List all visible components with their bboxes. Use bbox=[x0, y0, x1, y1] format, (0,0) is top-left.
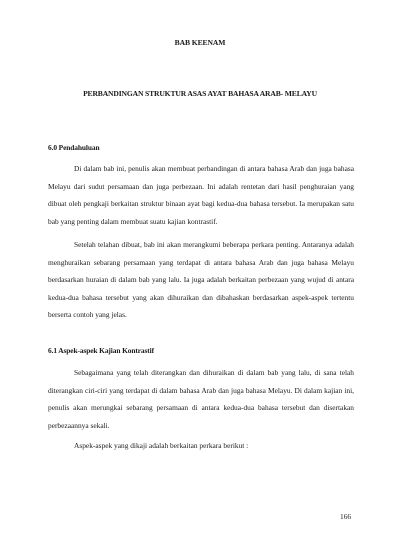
paragraph-text: Setelah telahan dibuat, bab ini akan merangkumi beberapa perkara penting. Antaranya adalah menghuraikan sebarang persamaan yang terdapat di antara bahasa Arab dan juga bahasa Melayu berdasarkan huraian di dalam bab yang lalu. Ia juga adalah berkaitan perbezaan yang wujud di antara kedua-dua bahasa tersebut yang akan dihuraikan dan dibahaskan berdasarkan aspek-aspek tertentu berserta contoh yang jelas. bbox=[48, 240, 354, 320]
page-number: 166 bbox=[340, 512, 352, 521]
paragraph bbox=[48, 364, 354, 434]
chapter-subtitle: PERBANDINGAN STRUKTUR ASAS AYAT BAHASA ARAB- MELAYU bbox=[83, 89, 317, 98]
paragraph bbox=[48, 160, 354, 230]
section-heading-aspek: 6.1 Aspek-aspek Kajian Kontrastif bbox=[48, 346, 154, 355]
paragraph-text: Aspek-aspek yang dikaji adalah berkaitan perkara berikut : bbox=[74, 441, 249, 450]
section-heading-pendahuluan: 6.0 Pendahuluan bbox=[48, 143, 100, 152]
paragraph bbox=[48, 236, 354, 324]
paragraph-text: Di dalam bab ini, penulis akan membuat perbandingan di antara bahasa Arab dan juga bahasa Melayu dari sudut persamaan dan juga perbezaan. Ini adalah rentetan dari hasil penghuraian yang dibuat oleh pengkaji berkaitan struktur binaan ayat bagi kedua-dua bahasa tersebut. Ia merupakan satu bab yang penting dalam membuat suatu kajian kontrastif. bbox=[48, 164, 354, 226]
chapter-title: BAB KEENAM bbox=[174, 38, 226, 47]
paragraph-text: Sebagaimana yang telah diterangkan dan dihuraikan di dalam bab yang lalu, di sana telah diterangkan ciri-ciri yang terdapat di dalam bahasa Arab dan juga bahasa Melayu. Di dalam kajian ini, penulis akan merungkai sebarang persamaan di antara kedua-dua bahasa tersebut dan disertakan perbezaannya sekali. bbox=[48, 368, 354, 430]
paragraph bbox=[48, 437, 354, 455]
